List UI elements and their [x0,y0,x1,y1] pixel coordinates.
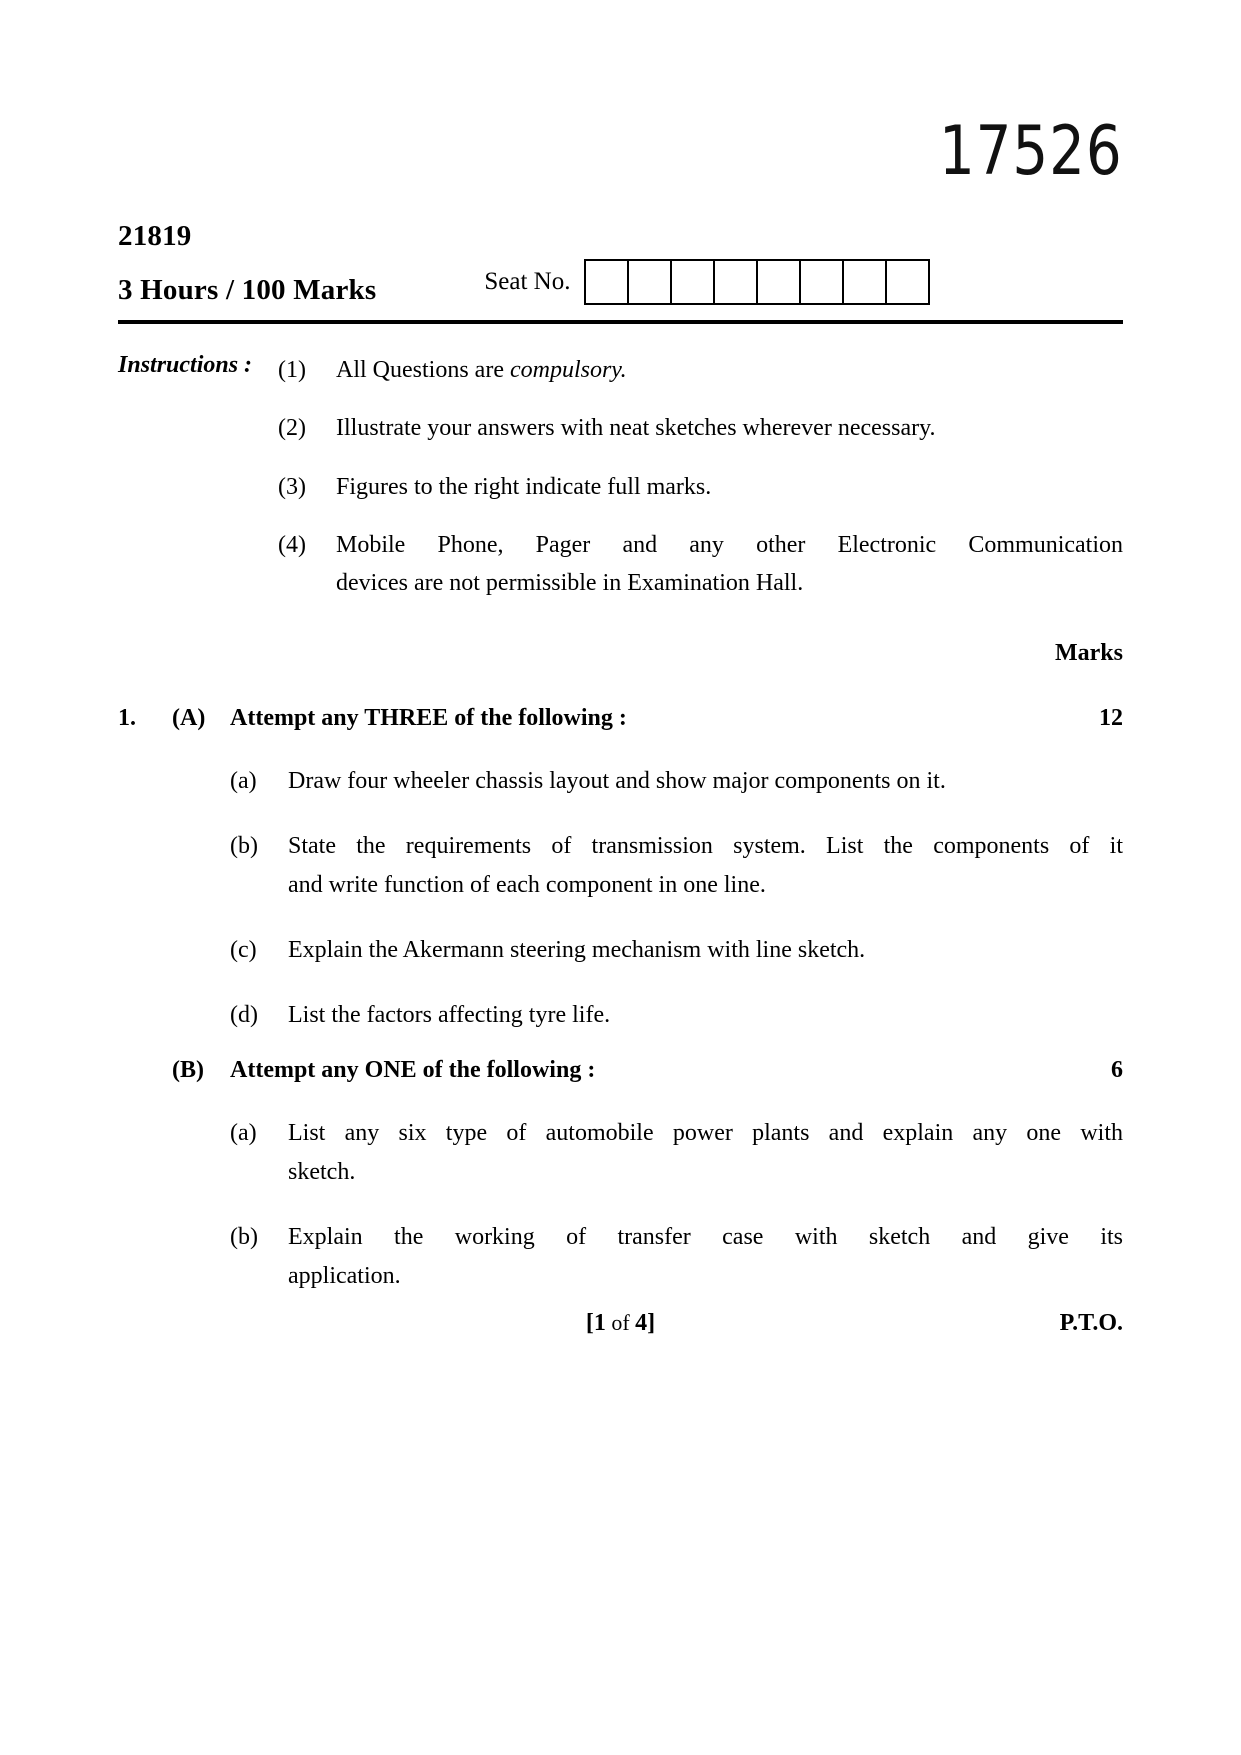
subject-code: 21819 [118,220,192,252]
question-1-part-b [118,1052,1123,1296]
exam-header [118,218,1123,307]
sub-question-label: (c) [230,936,257,963]
instructions-heading: Instructions : [118,352,253,378]
page-marker [586,1310,655,1337]
sub-question-label: (a) [230,1120,257,1146]
sub-question [230,762,1123,801]
sub-question [230,827,1123,905]
sub-question [230,931,1123,970]
seat-box[interactable] [887,261,930,303]
seat-box[interactable] [629,261,672,303]
sub-question-line-1: List any six type of automobile power plants and explain any one with [288,1120,1123,1146]
sub-question-line-2: application. [288,1262,401,1289]
seat-number-label: Seat No. [484,268,571,296]
question-part-label: (B) [172,1057,204,1083]
page-marker-of: of [605,1310,636,1335]
instructions-block [118,352,1123,623]
sub-question-text [288,996,1123,1035]
sub-question-text [288,1114,1123,1192]
sub-question-text [288,827,1123,905]
duration-seat-row [118,259,1123,307]
sub-question-line-1: List the factors affecting tyre life. [288,1001,611,1028]
question-heading-row [118,700,1123,736]
seat-box[interactable] [758,261,801,303]
sub-question-line-2: and write function of each component in one line. [288,871,766,898]
seat-number-boxes[interactable] [584,259,930,305]
seat-number-field[interactable] [484,259,930,307]
seat-box[interactable] [801,261,844,303]
question-instruction: Attempt any THREE of the following : [230,705,627,731]
sub-question [230,996,1123,1035]
question-1-part-a [118,700,1123,1034]
instruction-text [336,527,1123,602]
question-instruction: Attempt any ONE of the following : [230,1057,596,1083]
sub-question-label: (a) [230,768,257,794]
instruction-text-line-1: Mobile Phone, Pager and any other Electronic Communication [336,532,1123,559]
instruction-number: (3) [278,473,306,500]
header-divider [118,320,1123,324]
sub-question-label: (b) [230,832,258,859]
sub-question [230,1114,1123,1192]
sub-question-line-1: Explain the Akermann steering mechanism with line sketch. [288,936,866,963]
sub-question-label: (d) [230,1001,258,1028]
sub-question-line-1: Draw four wheeler chassis layout and show major components on it. [288,768,946,794]
instruction-text: Illustrate your answers with neat sketches wherever necessary. [336,415,936,442]
question-marks: 6 [1111,1057,1123,1083]
sub-question-line-2: sketch. [288,1158,356,1185]
seat-box[interactable] [844,261,887,303]
instruction-number: (2) [278,415,306,442]
sub-question-text [288,762,1123,801]
instruction-item [278,469,1123,506]
page-footer [118,1310,1123,1337]
seat-box[interactable] [586,261,629,303]
instruction-item [278,410,1123,447]
instruction-number: (1) [278,357,306,383]
instruction-text [336,352,1123,389]
question-part-label: (A) [172,705,206,731]
page-marker-close: 4] [635,1310,656,1336]
question-marks: 12 [1099,705,1123,731]
marks-column-heading: Marks [1055,640,1123,666]
seat-box[interactable] [672,261,715,303]
page-marker-open: [1 [585,1310,606,1336]
instruction-text: Figures to the right indicate full marks. [336,473,712,500]
paper-code: 17526 [939,112,1123,191]
sub-question-line-1: State the requirements of transmission system. List the components of it [288,832,1123,859]
question-heading-row [118,1052,1123,1088]
instructions-list [278,352,1123,602]
instruction-text-emphasis: compulsory. [509,357,627,383]
sub-question-label: (b) [230,1223,258,1250]
paper-code-row [0,112,1241,191]
question-number: 1. [118,705,136,731]
sub-question-text [288,1218,1123,1296]
sub-question [230,1218,1123,1296]
sub-question-line-1: Explain the working of transfer case with sketch and give its [288,1223,1123,1250]
seat-box[interactable] [715,261,758,303]
pto-label: P.T.O. [1059,1310,1124,1336]
instruction-number: (4) [278,532,306,559]
instruction-item [278,352,1123,389]
instruction-text-line-2: devices are not permissible in Examination Hall. [336,569,804,596]
duration-and-total-marks: 3 Hours / 100 Marks [118,274,377,307]
instruction-item [278,527,1123,602]
instruction-text-plain: All Questions are [336,357,510,383]
sub-question-text [288,931,1123,970]
